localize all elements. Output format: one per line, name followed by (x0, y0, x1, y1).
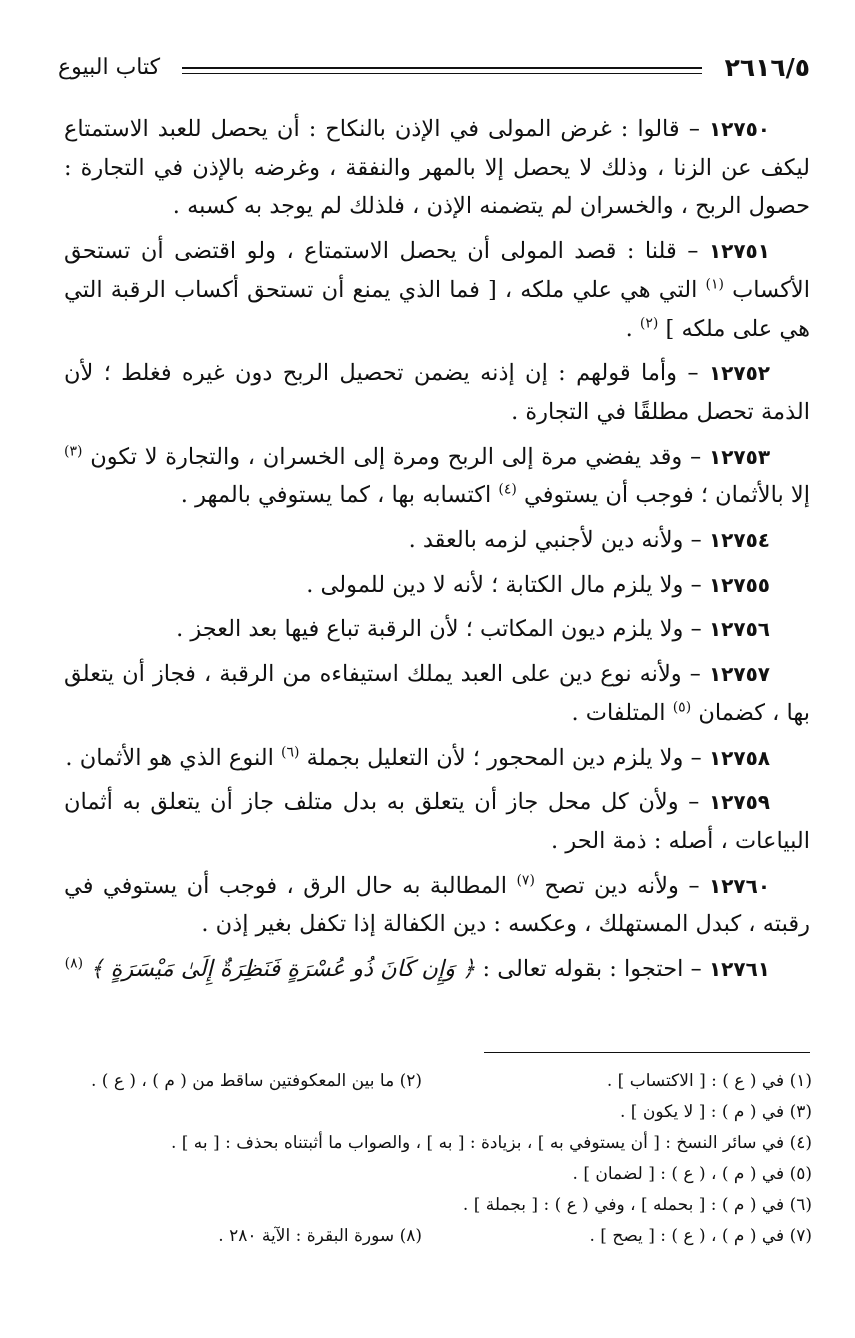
footnote: (٣) في ( م ) : [ لا يكون ] . (619, 1102, 812, 1122)
paragraph-number: ١٢٧٥١ (708, 239, 770, 264)
footnote-row (58, 1097, 812, 1128)
footnote-row (58, 1221, 812, 1252)
footnote-ref[interactable]: (٥) (672, 699, 692, 716)
book-title: كتاب البيوع (58, 55, 161, 80)
footnote: (٥) في ( م ) ، ( ع ) : [ لضمان ] . (572, 1164, 812, 1184)
quran-verse: ﴿ وَإِن كَانَ ذُو عُسْرَةٍ فَنَظِرَةٌ إِلَىٰ مَيْسَرَةٍ ﴾ (90, 956, 476, 983)
paragraph: ١٢٧٥٨ – ولا يلزم دين المحجور ؛ لأن التعليل بجملة $^{(٦)}$ النوع الذي هو الأثمان . (65, 744, 770, 771)
paragraph-number: ١٢٧٥٠ (708, 117, 770, 141)
paragraph-text: ولا يلزم مال الكتابة ؛ لأنه لا دين للمولى . (306, 571, 684, 598)
footnote: (٨) سورة البقرة : الآية ٢٨٠ . (218, 1226, 422, 1246)
paragraph: ١٢٧٦٠ – ولأنه دين تصح $^{(٧)}$ المطالبة به حال الرق ، فوجب أن يستوفي في رقبته ، كبدل المستهلك ، وعكسه : دين الكفالة إذا تكفل بغير إذن . (64, 872, 810, 938)
paragraph: ١٢٧٥٠ – قالوا : غرض المولى في الإذن بالنكاح : أن يحصل للعبد الاستمتاع ليكف عن الزنا ، وذلك لا يحصل إلا بالمهر والنفقة ، وغرضه بالإذن في التجارة : حصول الربح ، والخسران لم يتضمنه الإذن ، فلذلك لم يوجد به كسبه . (64, 116, 810, 220)
footnote-ref[interactable]: (٣) (64, 443, 83, 460)
paragraph-number: ١٢٧٥٦ (708, 617, 770, 642)
paragraph-text: ولأنه نوع دين على العبد يملك استيفاءه من الرقبة ، فجاز أن يتعلق بها ، كضمان (64, 661, 810, 726)
paragraph: ١٢٧٥٦ – ولا يلزم ديون المكاتب ؛ لأن الرقبة تباع فيها بعد العجز . (176, 616, 770, 643)
footnote-row (58, 1190, 812, 1221)
paragraph-number: ١٢٧٥٧ (708, 662, 770, 687)
main-text (64, 110, 810, 989)
paragraph-text: المطالبة به حال الرق ، فوجب أن يستوفي في رقبته ، كبدل المستهلك ، وعكسه : دين الكفالة إذا تكفل بغير إذن . (64, 872, 810, 938)
header-rule-thin (182, 73, 702, 74)
footnote-ref[interactable]: (٢) (639, 315, 659, 332)
footnote-row (58, 1159, 812, 1190)
paragraph-text: التي هي علي ملكه ، [ فما الذي يمنع أن تستحق أكساب الرقبة التي هي على ملكه ] (64, 276, 810, 342)
paragraph-text: قالوا : غرض المولى في الإذن بالنكاح : أن يحصل للعبد الاستمتاع ليكف عن الزنا ، وذلك لا يحصل إلا بالمهر والنفقة ، وغرضه بالإذن في التجارة : حصول الربح ، والخسران لم يتضمنه الإذن ، فلذلك لم يوجد به كسبه . (64, 116, 810, 220)
paragraph-text: النوع الذي هو الأثمان . (65, 744, 274, 771)
paragraph-text: ولا يلزم ديون المكاتب ؛ لأن الرقبة تباع فيها بعد العجز . (176, 616, 684, 643)
paragraph-number: ١٢٧٥٨ (708, 745, 770, 770)
paragraph-text: قلنا : قصد المولى أن يحصل الاستمتاع ، ولو اقتضى أن تستحق الأكساب (64, 238, 811, 303)
paragraph: ١٢٧٥٧ – ولأنه نوع دين على العبد يملك استيفاءه من الرقبة ، فجاز أن يتعلق بها ، كضمان $^{(٥)}$ المتلفات . (64, 661, 810, 726)
footnote: (٦) في ( م ) : [ بحمله ] ، وفي ( ع ) : [ بجملة ] . (462, 1195, 812, 1215)
paragraph-number: ١٢٧٥٥ (708, 572, 770, 597)
footnote-ref[interactable]: (٨) (64, 955, 84, 972)
paragraph: ١٢٧٥٣ – وقد يفضي مرة إلى الربح ومرة إلى الخسران ، والتجارة لا تكون $^{(٣)}$ إلا بالأثمان ؛ فوجب أن يستوفي $^{(٤)}$ اكتسابه بها ، كما يستوفي بالمهر . (64, 443, 810, 509)
paragraph-text: . (625, 315, 633, 342)
paragraph: ١٢٧٥٢ – وأما قولهم : إن إذنه يضمن تحصيل الربح دون غيره فغلط ؛ لأن الذمة تحصل مطلقًا في التجارة . (64, 360, 810, 425)
paragraph-text: اكتسابه بها ، كما يستوفي بالمهر . (180, 482, 492, 509)
paragraph-text: المتلفات . (571, 699, 666, 726)
paragraph-number: ١٢٧٦٠ (708, 873, 771, 898)
paragraph-text: ولأنه دين لأجنبي لزمه بالعقد . (408, 527, 684, 554)
paragraph-text: ولأن كل محل جاز أن يتعلق به بدل متلف جاز أن يتعلق به أثمان البياعات ، أصله : ذمة الحر . (64, 789, 810, 854)
paragraph: ١٢٧٥١ – قلنا : قصد المولى أن يحصل الاستمتاع ، ولو اقتضى أن تستحق الأكساب $^{(١)}$ التي هي علي ملكه ، [ فما الذي يمنع أن تستحق أكساب الرقبة التي هي على ملكه ] $^{(٢)}$ . (64, 238, 811, 342)
paragraph-text: وقد يفضي مرة إلى الربح ومرة إلى الخسران ، والتجارة لا تكون (90, 443, 683, 470)
paragraph-text: ولأنه دين تصح (544, 872, 679, 899)
footnotes (58, 1066, 812, 1252)
footnote: (٢) ما بين المعكوفتين ساقط من ( م ) ، ( ع ) . (90, 1071, 422, 1091)
footnote-divider (484, 1052, 810, 1053)
paragraph: ١٢٧٥٤ – ولأنه دين لأجنبي لزمه بالعقد . (408, 527, 770, 554)
paragraph-text: ولا يلزم دين المحجور ؛ لأن التعليل بجملة (306, 744, 684, 771)
paragraph-number: ١٢٧٦١ (708, 957, 770, 982)
footnote: (٤) في سائر النسخ : [ أن يستوفي به ] ، بزيادة : [ به ] ، والصواب ما أثبتناه بحذف : [ به ] . (170, 1133, 812, 1153)
paragraph-number: ١٢٧٥٤ (708, 528, 770, 553)
paragraph-number: ١٢٧٥٢ (708, 361, 770, 386)
footnote-ref[interactable]: (٤) (498, 481, 517, 498)
footnote-ref[interactable]: (٧) (516, 872, 535, 889)
footnote-row (58, 1066, 812, 1097)
paragraph: ١٢٧٥٥ – ولا يلزم مال الكتابة ؛ لأنه لا دين للمولى . (306, 571, 770, 598)
paragraph-number: ١٢٧٥٩ (708, 790, 771, 815)
paragraph-text: وأما قولهم : إن إذنه يضمن تحصيل الربح دون غيره فغلط ؛ لأن الذمة تحصل مطلقًا في التجارة . (64, 360, 810, 425)
page-number: ٢٦١٦/٥ (724, 53, 810, 82)
footnote: (١) في ( ع ) : [ الاكتساب ] . (606, 1071, 812, 1091)
footnote-row (58, 1128, 812, 1159)
footnote-ref[interactable]: (١) (705, 276, 724, 293)
page-header (58, 48, 810, 90)
paragraph: ١٢٧٦١ – احتجوا : بقوله تعالى : ﴿ وَإِن كَانَ ذُو عُسْرَةٍ فَنَظِرَةٌ إِلَىٰ مَيْسَرَةٍ ﴾ $^{(٨)}$ (64, 955, 770, 983)
header-rule (182, 67, 702, 69)
footnote-ref[interactable]: (٦) (281, 744, 300, 761)
paragraph-number: ١٢٧٥٣ (708, 444, 771, 469)
paragraph: ١٢٧٥٩ – ولأن كل محل جاز أن يتعلق به بدل متلف جاز أن يتعلق به أثمان البياعات ، أصله : ذمة الحر . (64, 789, 810, 854)
footnote: (٧) في ( م ) ، ( ع ) : [ يصح ] . (589, 1226, 812, 1246)
paragraph-text: احتجوا : بقوله تعالى : (482, 956, 684, 983)
paragraph-text: إلا بالأثمان ؛ فوجب أن يستوفي (523, 482, 810, 509)
